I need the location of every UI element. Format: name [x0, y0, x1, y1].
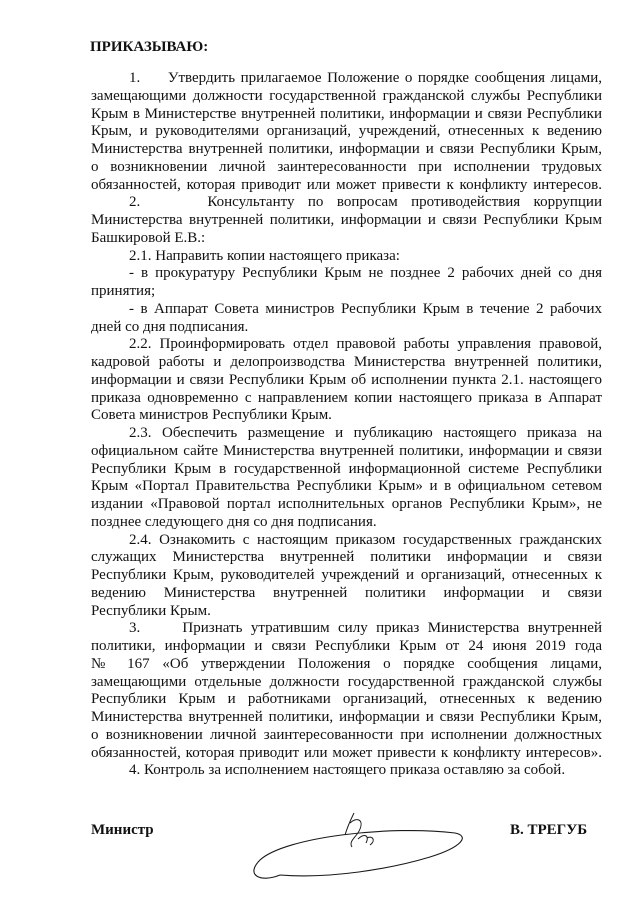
subitem-2-3-line-4: Крым «Портал Правительства Республики Крым» и в официальном сетевом [91, 478, 602, 495]
subitem-2-2-line-3: информации и связи Республики Крым об исполнении пункта 2.1. настоящего [91, 371, 602, 388]
subitem-2-1-line-4: - в Аппарат Совета министров Республики Крым в течение 2 рабочих [129, 300, 602, 317]
signatory-position: Министр [91, 822, 154, 838]
paragraph-1-line-3: Крым в Министерстве внутренней политики, информации и связи Республики [91, 105, 602, 122]
subitem-2-3-line-2: официальном сайте Министерства внутренней политики, информации и связи [91, 442, 602, 459]
paragraph-1-line-4: Крым, и руководителями организаций, учреждений, отнесенных к ведению [91, 123, 602, 140]
subitem-2-3-line-1: 2.3. Обеспечить размещение и публикацию настоящего приказа на [129, 425, 602, 441]
subitem-2-1-line-2: - в прокуратуру Республики Крым не позднее 2 рабочих дней со дня [129, 265, 602, 282]
subitem-2-1-line-3: принятия; [91, 283, 156, 299]
paragraph-3-line-4: замещающими отдельные должности государственной гражданской службы [91, 673, 602, 690]
subitem-2-4-line-5: Республики Крым. [91, 602, 211, 619]
paragraph-1-line-2: замещающими должности государственной гражданской службы Республики [91, 87, 602, 104]
paragraph-3-line-5: Республики Крым и работниками организаций, отнесенных к ведению [91, 691, 602, 708]
paragraph-2-line-3: Башкировой Е.В.: [91, 229, 206, 246]
paragraph-3-line-6: Министерства внутренней политики, информации и связи Республики Крым, [91, 709, 602, 725]
subitem-2-2-line-4: приказа одновременно с направлением копии настоящего приказа в Аппарат [91, 389, 602, 406]
paragraph-1-line-7: обязанностей, которая приводит или может привести к конфликту интересов. [91, 176, 602, 193]
subitem-2-4-line-4: ведению Министерства внутренней политики информации и связи [91, 584, 602, 601]
subitem-2-2-line-2: кадровой работы и делопроизводства Министерства внутренней политики, [91, 354, 602, 370]
handwritten-signature [240, 805, 470, 895]
paragraph-3-line-8: обязанностей, которая приводит или может привести к конфликту интересов». [91, 744, 602, 761]
paragraph-3-line-3: № 167 «Об утверждении Положения о порядке сообщения лицами, [91, 655, 602, 672]
signatory-name: В. ТРЕГУБ [510, 822, 588, 838]
subitem-2-3-line-3: Республики Крым в государственной информационной системе Республики [91, 460, 602, 477]
paragraph-1-line-1: 1. Утвердить прилагаемое Положение о порядке сообщения лицами, [129, 70, 602, 86]
document-heading: ПРИКАЗЫВАЮ: [90, 39, 209, 55]
subitem-2-4-line-2: служащих Министерства внутренней политики информации и связи [91, 549, 602, 566]
paragraph-2-line-2: Министерства внутренней политики, информации и связи Республики Крым [91, 212, 602, 228]
subitem-2-2-line-5: Совета министров Республики Крым. [91, 407, 332, 424]
subitem-2-1-line-5: дней со дня подписания. [91, 318, 249, 335]
paragraph-3-line-2: политики, информации и связи Республики Крым от 24 июня 2019 года [91, 638, 602, 654]
subitem-2-3-line-5: издании «Правовой портал исполнительных органов Республики Крым», не [91, 496, 602, 512]
paragraph-3-line-1: 3. Признать утратившим силу приказ Министерства внутренней [129, 620, 602, 637]
paragraph-2-line-1: 2. Консультанту по вопросам противодействия коррупции [129, 194, 602, 211]
subitem-2-1-line-1: 2.1. Направить копии настоящего приказа: [129, 247, 400, 264]
paragraph-1-line-6: о возникновении личной заинтересованности при исполнении трудовых [91, 158, 602, 175]
paragraph-4-line-1: 4. Контроль за исполнением настоящего приказа оставляю за собой. [129, 762, 566, 779]
subitem-2-2-line-1: 2.2. Проинформировать отдел правовой работы управления правовой, [129, 336, 602, 353]
subitem-2-3-line-6: позднее следующего дня со дня подписания. [91, 513, 377, 530]
paragraph-3-line-7: о возникновении личной заинтересованности при исполнении должностных [91, 726, 602, 743]
paragraph-1-line-5: Министерства внутренней политики, информации и связи Республики Крым, [91, 141, 602, 157]
subitem-2-4-line-1: 2.4. Ознакомить с настоящим приказом государственных гражданских [129, 531, 602, 548]
subitem-2-4-line-3: Республики Крым, руководителей учреждений и организаций, отнесенных к [91, 567, 602, 583]
